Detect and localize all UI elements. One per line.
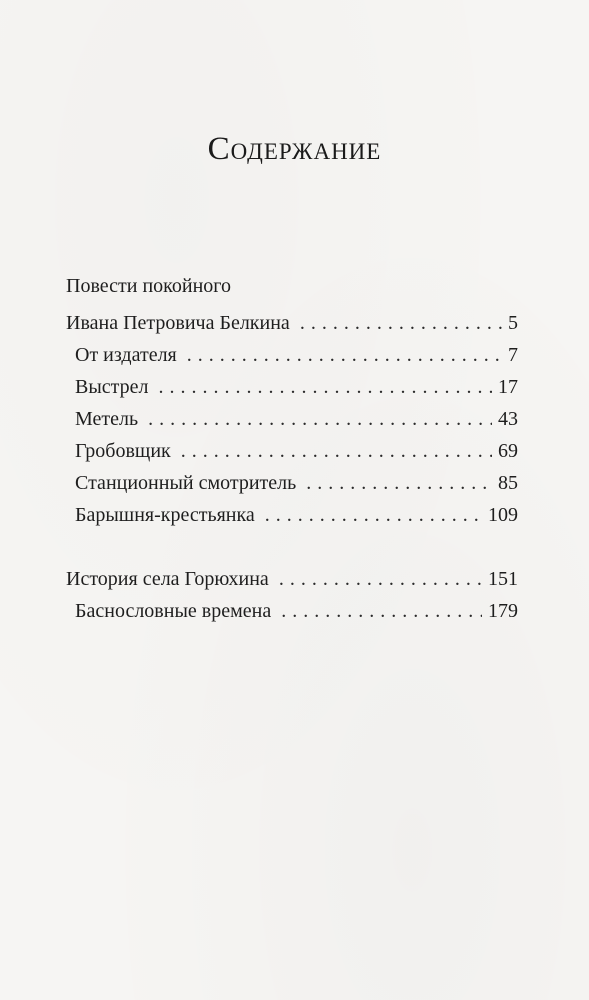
toc-entry-label: Барышня-крестьянка <box>75 504 255 526</box>
toc-group-title-text: Повести покойного <box>66 275 231 297</box>
toc-entry-label: История села Горюхина <box>66 568 269 590</box>
toc-entry-label: Ивана Петровича Белкина <box>66 312 290 334</box>
dot-leader <box>306 471 492 495</box>
toc-entry[interactable] <box>75 439 518 463</box>
dot-leader <box>187 343 502 367</box>
toc-entry-label: Выстрел <box>75 376 149 398</box>
toc-entry-label: Метель <box>75 408 139 430</box>
toc-entry-page: 5 <box>508 312 518 334</box>
toc-entry[interactable] <box>75 343 518 367</box>
toc-entry[interactable] <box>75 375 518 399</box>
toc-entry-page: 85 <box>498 472 518 494</box>
toc-entry[interactable] <box>75 599 518 623</box>
dot-leader <box>265 503 482 527</box>
dot-leader <box>300 311 502 335</box>
toc-entry-page: 69 <box>498 440 518 462</box>
toc-group-title-line1 <box>66 274 526 298</box>
toc-entry-page: 7 <box>508 344 518 366</box>
toc-entry-label: От издателя <box>75 344 177 366</box>
page-title: Содержание <box>207 131 382 167</box>
toc-entry[interactable] <box>66 567 518 591</box>
toc-entry-page: 179 <box>488 600 518 622</box>
dot-leader <box>148 407 492 431</box>
dot-leader <box>181 439 492 463</box>
dot-leader <box>279 567 482 591</box>
toc-entry[interactable] <box>75 503 518 527</box>
toc-entry-page: 43 <box>498 408 518 430</box>
toc-entry-page: 109 <box>488 504 518 526</box>
toc-entry-label: Гробовщик <box>75 440 171 462</box>
toc-entry[interactable] <box>66 311 518 335</box>
dot-leader <box>281 599 482 623</box>
toc-entry-page: 17 <box>498 376 518 398</box>
dot-leader <box>159 375 493 399</box>
toc-entry[interactable] <box>75 471 518 495</box>
toc-entry[interactable] <box>75 407 518 431</box>
toc-entry-page: 151 <box>488 568 518 590</box>
toc-entry-label: Станционный смотритель <box>75 472 297 494</box>
toc-entry-label: Баснословные времена <box>75 600 272 622</box>
